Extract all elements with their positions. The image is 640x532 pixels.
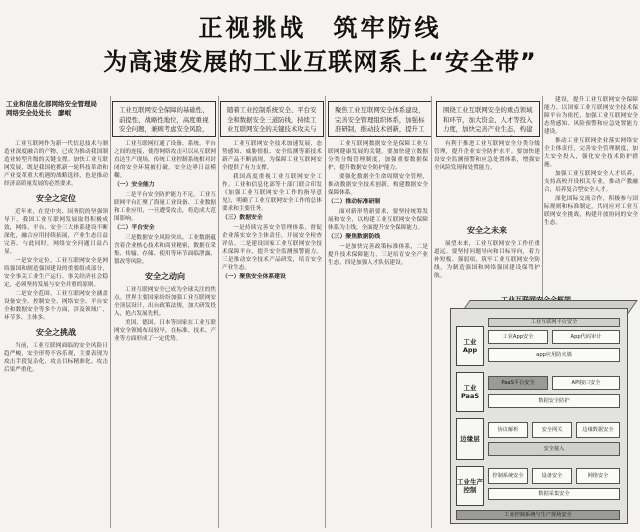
pull-quote-4: 围绕工业互联网安全的重点领域和环节，加大资金、人才等投入力度，加快完善产业生态，构建 xyxy=(436,101,540,137)
box-device: 设备安全 xyxy=(532,468,572,484)
paragraph: 加强工业互联网安全人才培养，支持高校开设相关专业，推动产教融合，培养复合型安全人才。 xyxy=(544,171,638,193)
column-divider xyxy=(110,96,111,528)
subsection-heading: （二）平台安全 xyxy=(114,225,155,231)
layer-label-control: 工业生产控制 xyxy=(456,466,484,506)
paragraph: 近年来，在党中央、国务院的坚强领导下，我国工业互联网发展取得积极成效，网络、平台、安全三大体系建设不断深化，融合应用持续拓展，产业生态日益完善。与此同时，网络安全问题日益凸显。 xyxy=(4,209,108,255)
subsection-heading: （一）聚焦安全体系建设 xyxy=(222,274,286,280)
paragraph: 面对新形势新要求，要坚持统筹发展和安全，以构建工业互联网安全保障体系为主线，全面提升安全保障能力。 xyxy=(328,209,428,231)
box-gateway: 安全网关 xyxy=(532,422,572,438)
subsection-heading: （三）聚焦数据防线 xyxy=(328,234,381,240)
box-app-firewall: app应用防火墙 xyxy=(488,348,620,362)
paragraph: 一是加快完善政策标准体系，二是提升技术保障能力，三是培育安全产业生态，四是加强人才队伍建设。 xyxy=(328,244,428,266)
subsection-heading: （一）安全能力 xyxy=(114,182,155,188)
paragraph: 要强化数据全生命周期安全管理，推动数据安全技术创新，构建数据安全保障体系。 xyxy=(328,174,428,196)
article-column-2 xyxy=(114,140,216,528)
box-secure-access: 安全接入 xyxy=(488,442,620,456)
headline-line-1: 正视挑战 筑牢防线 xyxy=(198,14,442,42)
box-api-security: API接口安全 xyxy=(552,376,620,390)
section-heading: 安全之挑战 xyxy=(36,328,76,337)
layer-label-paas: 工业PaaS xyxy=(456,372,484,412)
platform-security-bar: 工业互联网平台安全 xyxy=(488,318,620,327)
paragraph: 二是平台安全防护能力不足。工业互联网平台汇聚了海量工业设备、工业数据和工业应用，一旦遭受攻击，将造成大范围影响。 xyxy=(114,192,216,222)
layer-label-app: 工业App xyxy=(456,326,484,366)
column-divider xyxy=(542,96,543,306)
pull-quote-1: 工业互联网安全保障的基础性、前提性、战略性地位，高度重视安全问题，兼顾考虑安全风险， xyxy=(112,101,216,137)
author-org: 工业和信息化部网络安全管理局 xyxy=(6,100,97,108)
pull-quote-3: 聚焦工业互联网安全体系建设，完善安全管理组织体系，加强标准研制，推动技术创新，提升工 xyxy=(328,101,432,137)
box-data-collection: 数据采集安全 xyxy=(488,488,620,500)
layer-label-edge: 边缘层 xyxy=(456,418,484,460)
subsection-heading: （三）数据安全 xyxy=(222,215,263,221)
paragraph: 当前，工业互联网面临的安全风险日趋严峻，安全形势不容乐观，主要表现为攻击手段复杂化、攻击目标精准化、攻击后果严重化。 xyxy=(4,343,108,373)
box-app-security: 工业App安全 xyxy=(488,330,548,344)
paragraph: 三是数据安全风险突出。工业数据蕴含着企业核心技术和商业秘密，数据在采集、传输、存储、使用等环节面临泄露、篡改等风险。 xyxy=(114,235,216,265)
paragraph: 深化国际交流合作，积极参与国际规则和标准制定，共同应对工业互联网安全挑战，构建开放协同的安全生态。 xyxy=(544,196,638,226)
section-heading: 安全之未来 xyxy=(467,226,507,235)
paragraph: 推动工业互联网企业落实网络安全主体责任，完善安全管理制度，加大安全投入，强化安全技术防护措施。 xyxy=(544,138,638,168)
paragraph: 我国高度重视工业互联网安全工作。工业和信息化部等十部门联合印发《加强工业互联网安全工作的指导意见》，明确了工业互联网安全工作的总体要求和主要任务。 xyxy=(222,174,322,212)
paragraph: 一是持续完善安全管理体系，督促企业落实安全主体责任，开展安全检查评估。二是建设国家工业互联网安全技术保障平台，提升安全监测预警能力。三是推动安全技术产品研发，培育安全产业生态。 xyxy=(222,225,322,271)
paragraph: 二是安全范围。工业互联网安全涵盖设备安全、控制安全、网络安全、平台安全和数据安全等多个方面，涉及领域广、环节多、主体多。 xyxy=(4,291,108,321)
article-column-1 xyxy=(4,140,108,528)
paragraph: 工业互联网安全已成为全球关注的焦点。世界主要国家纷纷加强工业互联网安全顶层设计，出台政策法规，加大研发投入，抢占发展先机。 xyxy=(114,287,216,317)
box-data-protection: 数据安全防护 xyxy=(488,394,620,408)
column-divider xyxy=(218,96,219,528)
box-protocol: 协议解析 xyxy=(488,422,528,438)
box-app-audit: App代码审计 xyxy=(552,330,620,344)
section-heading: 安全之动向 xyxy=(145,272,185,281)
column-divider xyxy=(325,96,326,528)
author-name: 网络安全处处长 廖岷 xyxy=(6,109,71,117)
paragraph: 工业互联网作为新一代信息技术与制造业深度融合的产物，已成为推动我国制造业转型升级的关键支撑。加快工业互联网发展，既是我国抢抓新一轮科技革命和产业变革重大机遇的战略选择，也是推动经济高质量发展的必然要求。 xyxy=(4,141,108,187)
box-control-system: 控制系统安全 xyxy=(488,468,528,484)
article-column-6 xyxy=(544,96,638,306)
subsection-heading: （二）推动标准研制 xyxy=(328,199,381,205)
section-heading: 安全之定位 xyxy=(36,194,76,203)
paragraph: 建设，提升工业互联网安全保障能力。以国家工业互联网安全技术保障平台为依托，加强工业互联网安全态势感知、风险预警和应急处置能力建设。 xyxy=(544,97,638,135)
paragraph: 工业互联网数据安全是保障工业互联网健康发展的关键。要加快建立数据分类分级管理制度，加强重要数据保护，提升数据安全防护能力。 xyxy=(328,141,428,171)
paragraph: 工业互联网安全技术加速发展，态势感知、威胁情报、安全监测等新技术新产品不断涌现，为保障工业互联网安全提供了有力支撑。 xyxy=(222,141,322,171)
headline-line-2: 为高速发展的工业互联网系上“安全带” xyxy=(103,48,537,76)
author-byline xyxy=(6,100,108,118)
paragraph: 工业互联网打通了设备、系统、平台之间的连接，使得网络攻击可以从互联网直达生产现场，传统工业控制系统相对封闭的安全环境被打破，安全边界日益模糊。 xyxy=(114,141,216,179)
column-divider xyxy=(431,96,432,528)
article-column-3 xyxy=(222,140,322,528)
article-column-5-lower xyxy=(434,220,540,292)
paragraph: 有利于推进工业互联网安全分类分级管理，提升企业安全防护水平。要加快建设安全监测预警和应急处置体系，增强安全风险发现和处置能力。 xyxy=(434,141,540,171)
paragraph: 展望未来，工业互联网安全工作任重道远。要坚持问题导向和目标导向，着力补短板、强弱项，筑牢工业互联网安全防线，为制造强国和网络强国建设保驾护航。 xyxy=(434,241,540,279)
pull-quote-2: 随着工业控制系统安全、平台安全和数据安全三道防线，持续工业互联网安全的关键技术攻关与 xyxy=(220,101,324,137)
box-paas-security: PaaS平台安全 xyxy=(488,376,548,390)
box-edge-data: 边缘数据安全 xyxy=(576,422,620,438)
box-network: 网络安全 xyxy=(576,468,620,484)
paragraph: 一是安全定位。工业互联网安全是网络强国和制造强国建设的重要组成部分，安全事关工业生产运行、事关经济社会稳定，必须坚持发展与安全并重的原则。 xyxy=(4,258,108,288)
paragraph: 美国、德国、日本等国家在工业互联网安全领域布局较早，在标准、技术、产业等方面形成了一定优势。 xyxy=(114,320,216,342)
article-column-4 xyxy=(328,140,428,528)
box-production-floor: 工业控制系统与生产现场安全 xyxy=(456,510,620,520)
security-framework-diagram xyxy=(434,296,638,528)
